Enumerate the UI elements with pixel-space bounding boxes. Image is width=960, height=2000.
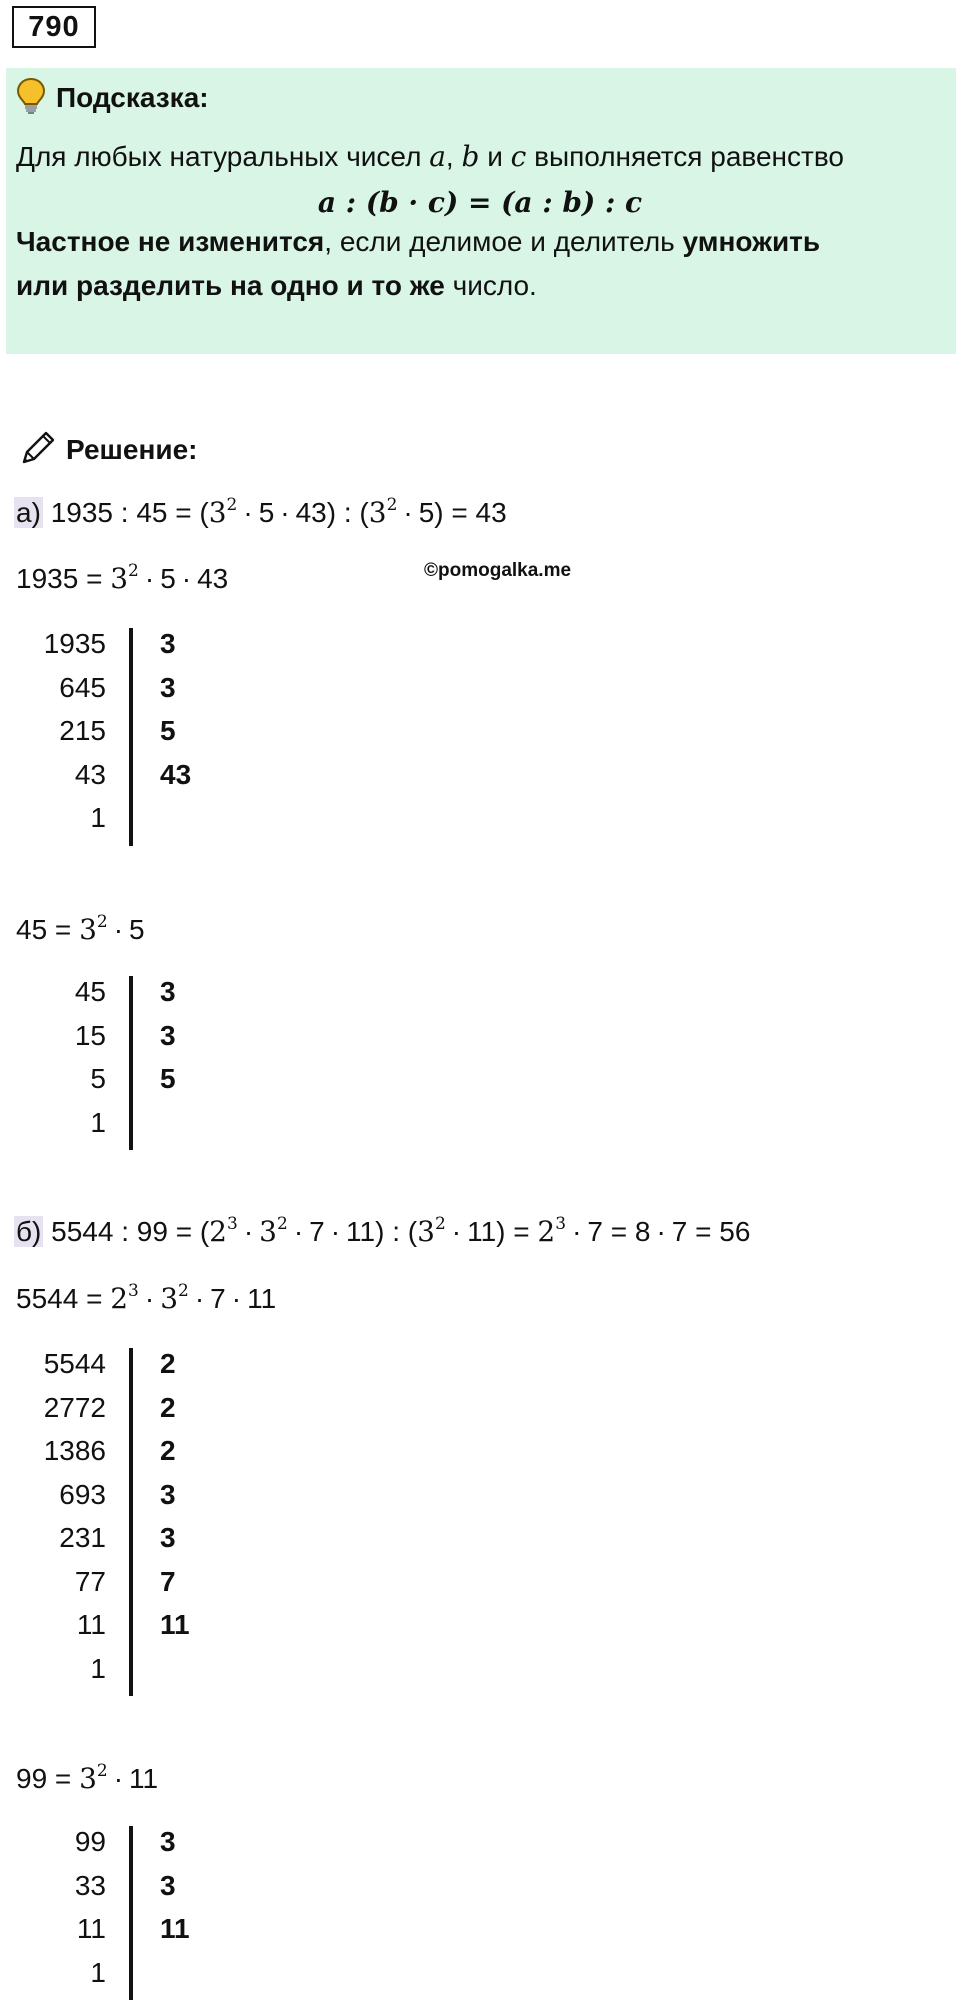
factor-table-99 bbox=[0, 1826, 240, 2000]
dividend: 5544 bbox=[43, 1348, 106, 1379]
divisor: 3 bbox=[160, 1826, 176, 1857]
table-row bbox=[0, 628, 240, 672]
hint-header bbox=[16, 78, 209, 118]
dividend: 645 bbox=[59, 671, 106, 703]
table-row bbox=[0, 1566, 240, 1610]
divisor: 2 bbox=[160, 1348, 176, 1379]
part-a-equation bbox=[14, 496, 507, 529]
dividend: 43 bbox=[74, 758, 106, 790]
table-row bbox=[0, 802, 240, 846]
part-b-decomp-1: $5544 = 2^3 \cdot 3^2 \cdot 7 \cdot 11$ bbox=[16, 1280, 277, 1315]
table-row bbox=[0, 1957, 240, 2000]
part-a-letter: а) bbox=[16, 497, 41, 528]
divisor: 7 bbox=[160, 1565, 176, 1597]
hint-text-end: выполняется равенство bbox=[526, 141, 844, 172]
solution-title: Решение: bbox=[66, 434, 198, 465]
part-b-letter: б) bbox=[16, 1216, 42, 1247]
divisor: 5 bbox=[160, 1063, 176, 1094]
part-b-eq: 5544 : $99 = (2^3 \cdot 3^2 \cdot 7 \cdot 11)$ : $(3^2 \cdot 11) = 2^3 \cdot 7 = 8 \cdot 7 = 56$ bbox=[51, 1213, 751, 1248]
divisor: 3 bbox=[160, 1019, 176, 1051]
dividend: 215 bbox=[59, 715, 106, 746]
rule-bold-3: или разделить на одно и то же bbox=[16, 270, 445, 301]
dividend: 11 bbox=[76, 1609, 106, 1640]
table-row bbox=[0, 1020, 240, 1064]
table-row bbox=[0, 672, 240, 716]
dividend: 45 bbox=[74, 976, 106, 1007]
dividend: 1 bbox=[90, 1106, 106, 1138]
dividend: 1935 bbox=[43, 628, 106, 659]
rule-bold-1: Частное не изменится bbox=[16, 226, 325, 257]
table-row bbox=[0, 1435, 240, 1479]
table-row bbox=[0, 1063, 240, 1107]
divisor: 3 bbox=[160, 671, 176, 703]
divisor: 43 bbox=[160, 758, 192, 790]
factor-table-1935 bbox=[0, 628, 240, 846]
part-b-decomp-2: $99 = 3^2 \cdot 11$ bbox=[16, 1760, 159, 1795]
divisor: 3 bbox=[160, 628, 176, 659]
table-row bbox=[0, 1479, 240, 1523]
formula-text: a : (b · c) = (a : b) : c bbox=[317, 186, 643, 219]
and-word: и bbox=[487, 141, 503, 172]
dividend: 1386 bbox=[43, 1435, 106, 1466]
var-a: a bbox=[429, 140, 446, 173]
divisor: 2 bbox=[160, 1391, 176, 1423]
part-a-decomp-2: $45 = 3^2 \cdot 5$ bbox=[16, 911, 145, 946]
table-row bbox=[0, 1826, 240, 1870]
hint-line-1: Для любых натуральных чисел a, b и c выполняется равенство bbox=[16, 140, 844, 173]
watermark: ©pomogalka.me bbox=[424, 560, 572, 581]
hint-formula bbox=[0, 186, 960, 219]
table-row bbox=[0, 715, 240, 759]
divisor: 5 bbox=[160, 715, 176, 746]
table-row bbox=[0, 976, 240, 1020]
table-row bbox=[0, 1913, 240, 1957]
dividend: 231 bbox=[59, 1522, 106, 1553]
hint-rule-line-1 bbox=[16, 226, 820, 258]
rule-text-2: число. bbox=[444, 270, 537, 301]
factor-table-5544 bbox=[0, 1348, 240, 1696]
dividend: 11 bbox=[76, 1913, 106, 1944]
divisor: 3 bbox=[160, 1869, 176, 1901]
divisor: 3 bbox=[160, 976, 176, 1007]
divisor: 3 bbox=[160, 1478, 176, 1510]
table-row bbox=[0, 1392, 240, 1436]
hint-title: Подсказка: bbox=[56, 82, 209, 113]
dividend: 1 bbox=[90, 1652, 106, 1684]
divisor: 11 bbox=[160, 1609, 190, 1640]
dividend: 99 bbox=[74, 1826, 106, 1857]
hint-rule-line-2 bbox=[16, 270, 537, 302]
solution-header bbox=[18, 428, 197, 472]
var-c: c bbox=[510, 140, 527, 173]
table-row bbox=[0, 1609, 240, 1653]
task-number: 790 bbox=[12, 6, 96, 48]
divisor: 3 bbox=[160, 1522, 176, 1553]
table-row bbox=[0, 1653, 240, 1697]
rule-bold-2: умножить bbox=[682, 226, 821, 257]
dividend: 33 bbox=[74, 1869, 106, 1901]
dividend: 693 bbox=[59, 1478, 106, 1510]
hint-text: Для любых натуральных чисел bbox=[16, 141, 430, 172]
divisor: 2 bbox=[160, 1435, 176, 1466]
divisor: 11 bbox=[160, 1913, 190, 1944]
table-row bbox=[0, 1107, 240, 1151]
table-row bbox=[0, 759, 240, 803]
factor-table-45 bbox=[0, 976, 240, 1150]
dividend: 1 bbox=[90, 802, 106, 833]
table-row bbox=[0, 1870, 240, 1914]
part-a-eq: 1935 : $45 = (3^2 \cdot 5 \cdot 43)$ : $(3^2 \cdot 5) = 43$ bbox=[50, 494, 507, 529]
part-b-equation bbox=[14, 1215, 750, 1248]
dividend: 77 bbox=[74, 1565, 106, 1597]
table-row bbox=[0, 1522, 240, 1566]
dividend: 15 bbox=[74, 1019, 106, 1051]
part-a-decomp-1: $1935 = 3^2 \cdot 5 \cdot 43$ bbox=[16, 560, 229, 595]
dividend: 1 bbox=[90, 1956, 106, 1988]
dividend: 5 bbox=[90, 1063, 106, 1094]
lightbulb-icon bbox=[16, 77, 46, 120]
pencil-icon bbox=[18, 428, 58, 473]
rule-text-1: , если делимое и делитель bbox=[324, 226, 683, 257]
table-row bbox=[0, 1348, 240, 1392]
var-b: b bbox=[461, 140, 480, 173]
dividend: 2772 bbox=[43, 1391, 106, 1423]
